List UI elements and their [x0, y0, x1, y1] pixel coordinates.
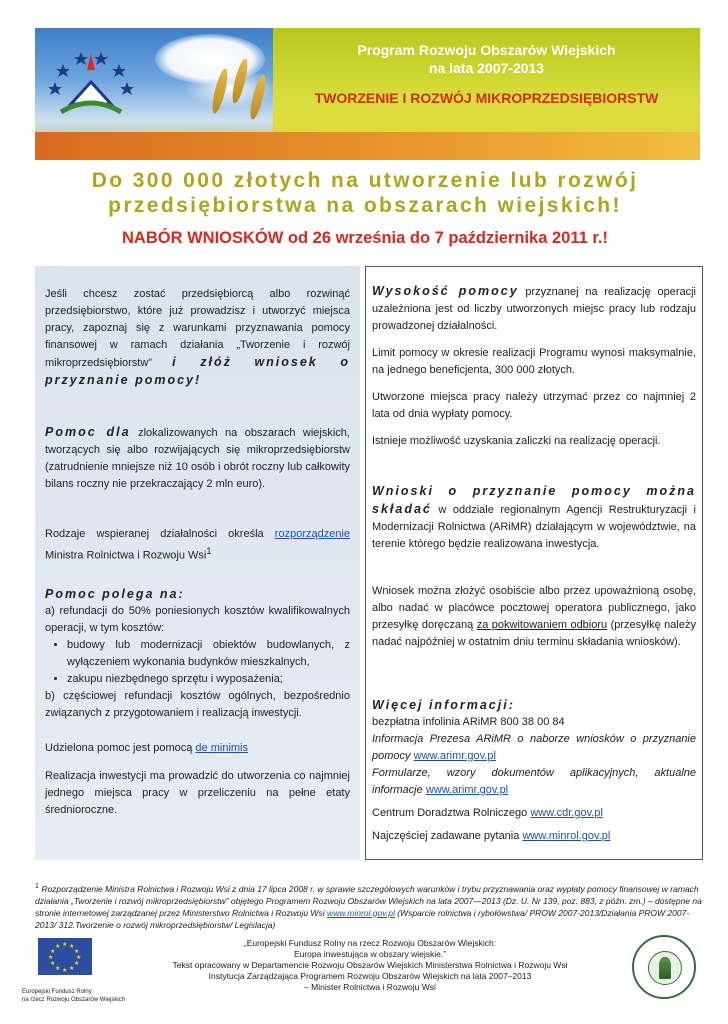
footnote-link[interactable]: www.minrol.gov.pl: [326, 907, 395, 918]
de-minimis-link[interactable]: de minimis: [195, 742, 248, 754]
prow-logo-icon: [41, 34, 141, 134]
formularze-info: [372, 765, 696, 799]
header-banner: [35, 28, 700, 160]
seal-center: [648, 951, 682, 985]
left-column: [35, 266, 360, 860]
polega-paragraph: [45, 586, 350, 722]
eafrd-line5: – Minister Rolnictwa i Rozwoju Wsi: [304, 982, 436, 992]
eu-caption-line2: na rzecz Rozwoju Obszarów Wiejskich: [22, 997, 126, 1003]
program-title: Program Rozwoju Obszarów Wiejskich: [357, 42, 616, 58]
cost-list: [45, 637, 350, 688]
cdr-text: Centrum Doradztwa Rolniczego: [372, 807, 528, 819]
osobiscie-text: Wniosek można złożyć osobiście albo przez upoważnioną osobę, albo nadać w placówce pocztowej operatora publicznego, jako przesyłkę doręczaną: [372, 585, 696, 631]
wnioski-text: w oddziale regionalnym Agencji Restrukturyzacji i Modernizacji Rolnictwa (ARiMR) działającym w województwie, na terenie którego będzie realizowana inwestycja.: [372, 504, 696, 550]
eafrd-line1: „Europejski Fundusz Rolny na rzecz Rozwoju Obszarów Wiejskich:: [243, 938, 497, 948]
deminimis-text: Udzielona pomoc jest pomocą: [45, 742, 193, 754]
intro-text: Jeśli chcesz zostać przedsiębiorcą albo rozwinąć przedsiębiorstwo, które już prowadzisz i utworzyć miejsca pracy, zapoznaj się z warunkami przyznawania pomocy finansowej w ramach działania „Tworzenie i rozwój mikroprzedsiębiorstw”: [45, 288, 350, 369]
osobiscie-text2: (przesyłkę należy nadać najpóźniej w ostatnim dniu terminu składania wniosków).: [372, 619, 696, 648]
faq-info: [372, 828, 696, 845]
polega-heading: Pomoc polega na:: [45, 587, 185, 601]
formularze-text: Formularze, wzory dokumentów aplikacyjnych, aktualne informacje: [372, 767, 696, 796]
osobiscie-paragraph: [372, 583, 696, 651]
arimr-link-2[interactable]: www.arimr.gov.pl: [425, 784, 509, 796]
utworzone-paragraph: Utworzone miejsca pracy należy utrzymać przez co najmniej 2 lata od dnia wypłaty pomocy.: [372, 391, 696, 420]
tree-icon: [659, 957, 671, 979]
right-column: [365, 266, 703, 860]
wysokosc-heading: Wysokość pomocy: [372, 284, 519, 298]
ministry-seal-icon: [632, 935, 696, 999]
faq-text: Najczęściej zadawane pytania: [372, 830, 520, 842]
wiecej-paragraph: [372, 697, 696, 845]
headline-line1: Do 300 000 złotych na utworzenie lub rozwój: [91, 169, 639, 192]
cdr-info: [372, 805, 696, 822]
eafrd-credits: [160, 938, 580, 993]
arimr-link[interactable]: www.arimr.gov.pl: [413, 750, 496, 762]
cdr-link[interactable]: www.cdr.gov.pl: [530, 807, 603, 819]
eafrd-line4: Instytucja Zarządzająca Programem Rozwoju Obszarów Wiejskich na lata 2007–2013: [208, 971, 532, 981]
footnote: [35, 880, 703, 931]
list-item: • budowy lub modernizacji obiektów budowlanych, z wyłączeniem wykonania budynków mieszkalnych,: [67, 637, 350, 671]
limit-paragraph: Limit pomocy w okresie realizacji Programu wynosi maksymalnie, na jednego beneficjenta, 300 000 złotych.: [372, 347, 696, 376]
rodzaje-text2: Ministra Rolnictwa i Rozwoju Wsi: [45, 549, 207, 562]
eu-caption: [22, 988, 132, 1004]
deminimis-paragraph: [45, 740, 350, 757]
eafrd-line3: Tekst opracowany w Departamencie Rozwoju Obszarów Wiejskich Ministerstwa Rolnictwa i Rozwoju Wsi: [172, 960, 568, 970]
wnioski-paragraph: [372, 483, 696, 553]
rodzaje-text: Rodzaje wspieranej działalności określa: [45, 528, 264, 540]
eu-caption-line1: Europejski Fundusz Rolny: [22, 989, 92, 995]
rozporzadzenie-link[interactable]: rozporządzenie: [274, 528, 351, 540]
eafrd-line2: Europa inwestująca w obszary wiejskie.”: [293, 949, 447, 959]
headline-line2: przedsiębiorstwa na obszarach wiejskich!: [108, 194, 622, 217]
footnote-text: Rozporządzenie Ministra Rolnictwa i Rozwoju Wsi z dnia 17 lipca 2008 r. w sprawie szczegółowych warunków i trybu przyznawania oraz wypłaty pomocy finansowej w ramach działania „Tworzenie i rozwój mikroprzedsiębiorstw” objętego Programem Rozwoju Obszarów Wiejskich na lata 2007—2013 (Dz. U. Nr 139, poz. 883, z późn. zm.) – dostępne na stronie internetowej zarządzanej przez Ministerstwo Rolnictwa i Rozwoju Wsi: [35, 883, 702, 918]
prezes-info: [372, 731, 696, 765]
orange-band: [35, 132, 700, 160]
footnote-text2: (Wsparcie rolnictwa i rybołówstwa/ PROW 2007-2013/Działania PROW 2007-2013/ 312.Tworzenie o rozwój mikroprzedsiębiorstw/ Legislacja): [35, 907, 690, 930]
intro-paragraph: [45, 286, 350, 390]
pomoc-dla-heading: Pomoc dla: [45, 425, 131, 439]
main-headline: [30, 168, 700, 218]
nabor-dates: NABÓR WNIOSKÓW od 26 września do 7 października 2011 r.!: [122, 229, 608, 247]
measure-title: TWORZENIE I ROZWÓJ MIKROPRZEDSIĘBIORSTW: [314, 90, 659, 106]
minrol-link[interactable]: www.minrol.gov.pl: [522, 830, 611, 842]
wiecej-heading: Więcej informacji:: [372, 698, 515, 712]
footnote-ref: 1: [206, 546, 212, 556]
eu-flag-icon: ★ ★ ★ ★ ★ ★ ★ ★ ★ ★ ★ ★: [38, 938, 92, 975]
rodzaje-paragraph: [45, 526, 350, 565]
wysokosc-paragraph: [372, 283, 696, 335]
polega-a: a) refundacji do 50% poniesionych kosztów kwalifikowalnych operacji, w tym kosztów:: [45, 605, 350, 634]
intro-cta: i złóż wniosek o przyznanie pomocy!: [45, 355, 350, 387]
pomoc-dla-text: zlokalizowanych na obszarach wiejskich, tworzących się albo rozwijających się mikroprzedsiębiorstw (zatrudnienie mniejsze niż 10 osób i obrót roczny lub całkowity bilans roczny nie przekraczający 2 mln euro).: [45, 427, 350, 490]
program-years: na lata 2007-2013: [428, 60, 545, 76]
prezes-text: Informacja Prezesa ARiMR o naborze wniosków o przyznanie pomocy: [372, 733, 696, 762]
wnioski-heading: Wnioski o przyznanie pomocy można składać: [372, 484, 696, 516]
realizacja-paragraph: Realizacja inwestycji ma prowadzić do utworzenia co najmniej jednego miejsca pracy w przeliczeniu na pełne etaty średnioroczne.: [45, 770, 350, 816]
list-item: • zakupu niezbędnego sprzętu i wyposażenia;: [67, 671, 350, 688]
zaliczka-paragraph: Istnieje możliwość uzyskania zaliczki na realizację operacji.: [372, 435, 661, 447]
polega-b: b) częściowej refundacji kosztów ogólnych, bezpośrednio związanych z przygotowaniem i realizacją inwestycji.: [45, 690, 350, 719]
footnote-number: 1: [35, 882, 39, 890]
pokwitowanie-link[interactable]: za pokwitowaniem odbioru: [476, 619, 608, 631]
infolinia-text: bezpłatna infolinia ARiMR 800 38 00 84: [372, 716, 565, 728]
pomoc-dla-paragraph: [45, 424, 350, 493]
wysokosc-text: przyznanej na realizację operacji uzależniona jest od liczby utworzonych miejsc pracy lub rodzaju prowadzonej działalności.: [372, 286, 696, 332]
